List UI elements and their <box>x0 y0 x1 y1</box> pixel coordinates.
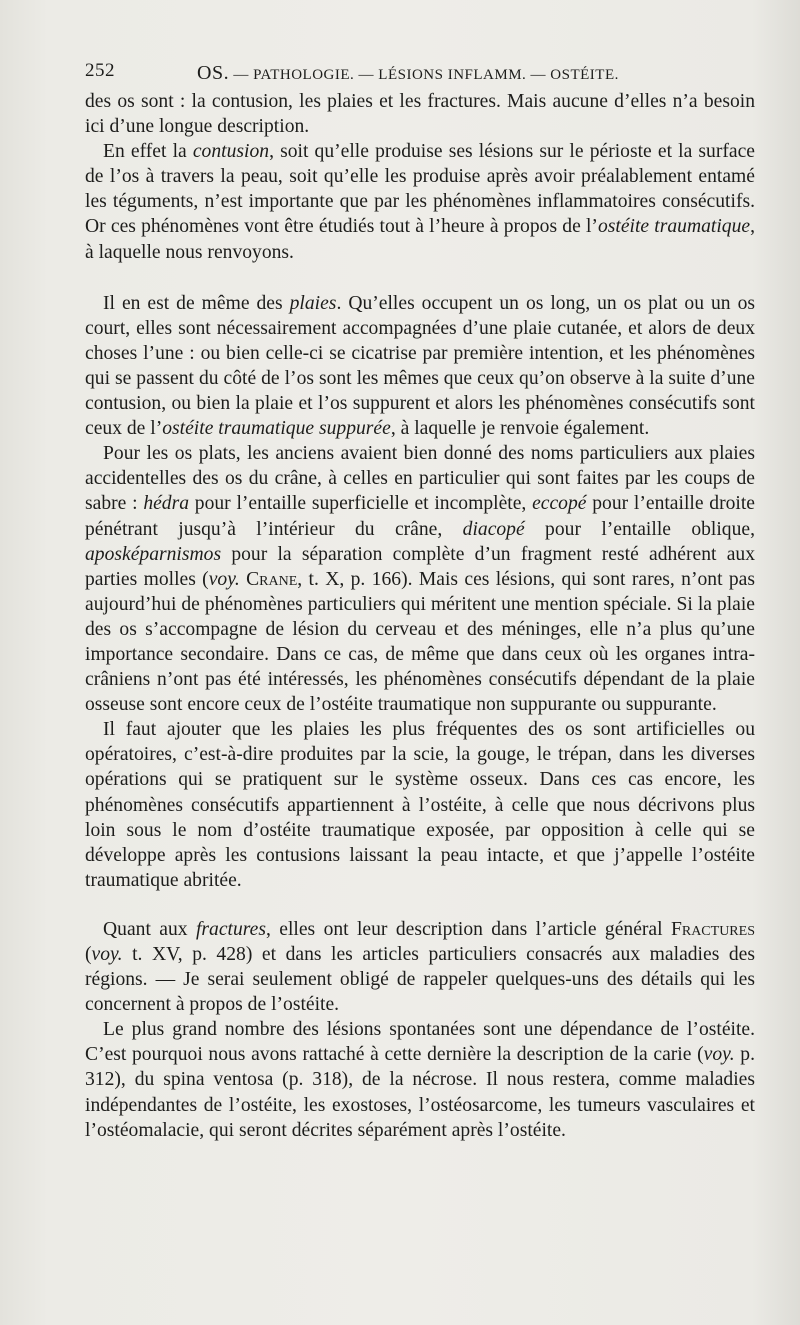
paragraph-1: des os sont : la contusion, les plaies et les fractures. Mais aucune d’elles n’a besoin ici d’une longue description. <box>85 91 755 138</box>
paragraph-6: Quant aux fractures, elles ont leur description dans l’article général Fractures (voy. t. XV, p. 428) et dans les articles particuliers consacrés aux maladies des régions. — Je serai seulement obligé de rappeler quelques-uns des détails qui les concernent à propos de l’ostéite. <box>85 918 755 1016</box>
paragraph-5: Il faut ajouter que les plaies les plus fréquentes des os sont artificielles ou opératoires, c’est-à-dire produites par la scie, la gouge, le trépan, dans les diverses opérations qui se pratiquent sur le système osseux. Dans ces cas encore, les phénomènes consécutifs appartiennent à l’ostéite, à celle que nous décrivons plus loin sous le nom d’ostéite traumatique exposée, par opposition à celle qui se développe après les contusions laissant la peau intacte, et que j’appelle l’ostéite traumatique abritée. <box>85 719 755 891</box>
running-header <box>85 60 755 82</box>
paragraph-3: Il en est de même des plaies. Qu’elles occupent un os long, un os plat ou un os court, elles sont nécessairement accompagnées d’une plaie cutanée, et alors de deux choses l’une : ou bien celle-ci se cicatrise par première intention, et les phénomènes qui se passent du côté de l’os sont les mêmes que ceux qu’on observe à la suite d’une contusion, ou bien la plaie et l’os suppurent et alors les phénomènes consécutifs sont ceux de l’ostéite traumatique suppurée, à laquelle je renvoie également. <box>85 292 756 440</box>
running-head-os: OS. <box>197 62 230 84</box>
running-head-rest: — PATHOLOGIE. — LÉSIONS INFLAMM. — OSTÉITE. <box>233 67 619 83</box>
paragraph-4: Pour les os plats, les anciens avaient bien donné des noms particuliers aux plaies accidentelles des os du crâne, à celles en particulier qui sont faites par les coups de sabre : hédra pour l’entaille superficielle et incomplète, eccopé pour l’entaille droite pénétrant jusqu’à l’intérieur du crâne, diacopé pour l’entaille oblique, aposképarnismos pour la séparation complète d’un fragment resté adhérent aux parties molles (voy. Crane, t. X, p. 166). Mais ces lésions, qui sont rares, n’ont pas aujourd’hui de phénomènes particuliers qui méritent une mention spéciale. Si la plaie des os s’accompagne de lésion du cerveau et des méninges, elle n’a plus qu’une importance secondaire. Dans ce cas, de même que dans ceux où les organes intra-crâniens n’ont pas été intéressés, les phénomènes consécutifs dépendant de la plaie osseuse sont encore ceux de l’ostéite traumatique non suppurante ou suppurante. <box>85 443 756 716</box>
running-head <box>197 62 619 85</box>
page-body <box>85 89 755 1143</box>
paragraph-7: Le plus grand nombre des lésions spontanées sont une dépendance de l’ostéite. C’est pourquoi nous avons rattaché à cette dernière la description de la carie (voy. p. 312), du spina ventosa (p. 318), de la nécrose. Il nous restera, comme maladies indépendantes de l’ostéite, les exostoses, l’ostéosarcome, les tumeurs vasculaires et l’ostéomalacie, qui seront décrites séparément après l’ostéite. <box>85 1019 755 1141</box>
paragraph-2: En effet la contusion, soit qu’elle produise ses lésions sur le périoste et la surface de l’os à travers la peau, soit qu’elle les produise après avoir préalablement entamé les téguments, n’est importante que par les phénomènes inflammatoires consécutifs. Or ces phénomènes vont être étudiés tout à l’heure à propos de l’ostéite traumatique, à laquelle nous renvoyons. <box>85 141 755 263</box>
page-number: 252 <box>85 60 115 81</box>
